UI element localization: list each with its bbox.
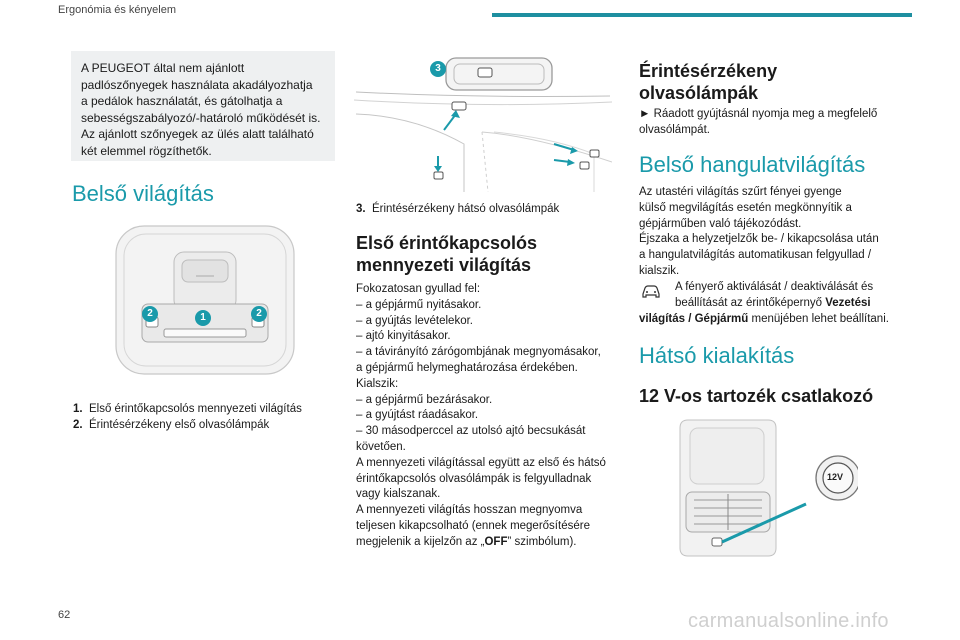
body-line: a hangulatvilágítás automatikusan felgyullad / bbox=[639, 249, 872, 262]
callout-3: 3 bbox=[430, 61, 446, 77]
ambient-lighting-body bbox=[639, 185, 879, 280]
body-line: Kialszik: bbox=[356, 377, 399, 390]
note-line: A PEUGEOT által nem ajánlott bbox=[81, 61, 245, 75]
header-accent-bar bbox=[492, 13, 912, 17]
page-number: 62 bbox=[58, 609, 71, 621]
interior-lighting-title: Belső világítás bbox=[72, 181, 214, 206]
ambient-lighting-title: Belső hangulatvilágítás bbox=[639, 152, 866, 177]
body-line: Éjszaka a helyzetjelzők be- / kikapcsolása után bbox=[639, 233, 879, 246]
reading-lamps-instruction bbox=[639, 107, 877, 139]
watermark: carmanualsonline.info bbox=[688, 610, 889, 632]
rear-fittings-title: Hátsó kialakítás bbox=[639, 343, 795, 368]
body-line: – ajtó kinyitásakor. bbox=[356, 330, 451, 343]
rear-cabin-illustration bbox=[354, 52, 612, 194]
body-line-off bbox=[356, 535, 626, 551]
info-menu-name: Vezetési bbox=[825, 297, 871, 309]
legend-num: 1. bbox=[73, 403, 83, 415]
front-ceiling-light-title bbox=[356, 232, 537, 276]
caption-text: Érintésérzékeny hátsó olvasólámpák bbox=[371, 203, 560, 215]
off-symbol: OFF bbox=[484, 535, 508, 548]
body-line: A mennyezeti világítás hosszan megnyomva bbox=[356, 504, 583, 517]
note-line: Az ajánlott szőnyegek az ülés alatt található bbox=[81, 127, 314, 141]
rear-reading-lamp-figure bbox=[354, 52, 612, 194]
caption-num: 3. bbox=[356, 203, 366, 215]
title-line: Érintésérzékeny bbox=[639, 61, 778, 81]
info-line-1: A fényerő aktiválását / deaktiválását és bbox=[675, 281, 874, 293]
note-line: a pedálok használatát, és gátolhatja a bbox=[81, 94, 283, 108]
body-line: – a gépjármű bezárásakor. bbox=[356, 393, 493, 406]
legend-num: 2. bbox=[73, 419, 83, 431]
body-line: – a gyújtás levételekor. bbox=[356, 314, 473, 327]
body-text: ” szimbólum). bbox=[507, 535, 577, 548]
floor-mat-note bbox=[71, 51, 335, 161]
info-menu-name: világítás / Gépjármű bbox=[639, 313, 749, 325]
title-line: Első érintőkapcsolós bbox=[356, 233, 538, 253]
body-line: kialszik. bbox=[639, 264, 680, 277]
body-line: érintőkapcsolós olvasólámpák is felgyulladnak bbox=[356, 472, 592, 485]
body-line: Az utastéri világítás szűrt fényei gyenge bbox=[639, 186, 842, 198]
legend-item-1 bbox=[73, 401, 302, 417]
callout-2-right: 2 bbox=[251, 306, 267, 322]
body-line: vagy kialszanak. bbox=[356, 488, 441, 501]
callout-1: 1 bbox=[195, 310, 211, 326]
title-line: olvasólámpák bbox=[639, 83, 759, 103]
body-line: – a gépjármű nyitásakor. bbox=[356, 298, 482, 311]
body-line: A mennyezeti világítással együtt az első és hátsó bbox=[356, 456, 606, 469]
body-line: – a távirányító zárógombjának megnyomásakor, bbox=[356, 346, 601, 359]
ceiling-light-body bbox=[356, 282, 626, 551]
info-line-2 bbox=[675, 296, 871, 312]
socket-12v-label: 12V bbox=[827, 472, 844, 482]
body-line: – a gyújtást ráadásakor. bbox=[356, 409, 479, 422]
body-line: Fokozatosan gyullad fel: bbox=[356, 283, 481, 295]
reading-lamps-title bbox=[639, 60, 777, 104]
rear-console-socket-illustration bbox=[672, 414, 858, 562]
ceiling-console-illustration bbox=[112, 222, 298, 378]
info-text: menüjében lehet beállítani. bbox=[748, 313, 889, 325]
front-ceiling-light-figure bbox=[112, 222, 298, 378]
socket-title: 12 V-os tartozék csatlakozó bbox=[639, 386, 874, 406]
callout-2-left: 2 bbox=[142, 306, 158, 322]
legend-item-2 bbox=[73, 417, 269, 433]
socket-figure bbox=[672, 414, 858, 562]
body-line: külső megvilágítás esetén megkönnyítik a bbox=[639, 201, 852, 214]
note-line: sebességszabályozó/-határoló működését is. bbox=[81, 110, 321, 125]
info-line-3 bbox=[639, 312, 889, 328]
caption-rear-lamps bbox=[356, 201, 559, 217]
info-text: beállítását az érintőképernyő bbox=[675, 297, 826, 309]
body-line: teljesen kikapcsolható (ennek megerősítésére bbox=[356, 519, 590, 532]
body-line: gépjárműben való tájékozódást. bbox=[639, 217, 802, 230]
body-line: olvasólámpát. bbox=[639, 123, 710, 136]
note-line: két elemmel rögzíthetők. bbox=[81, 143, 212, 158]
body-line: követően. bbox=[356, 440, 406, 453]
body-line: – 30 másodperccel az utolsó ajtó becsukását bbox=[356, 425, 586, 438]
body-text: megjelenik a kijelzőn az „ bbox=[356, 535, 485, 548]
body-line: ► Ráadott gyújtásnál nyomja meg a megfelelő bbox=[639, 108, 878, 120]
legend-text: Első érintőkapcsolós mennyezeti világítás bbox=[88, 403, 302, 415]
body-line: a gépjármű helymeghatározása érdekében. bbox=[356, 361, 578, 374]
title-line: mennyezeti világítás bbox=[356, 255, 532, 275]
section-header: Ergonómia és kényelem bbox=[58, 4, 177, 16]
note-line: padlószőnyegek használata akadályozhatja bbox=[81, 77, 313, 92]
car-settings-icon bbox=[641, 283, 661, 304]
legend-text: Érintésérzékeny első olvasólámpák bbox=[88, 419, 270, 431]
